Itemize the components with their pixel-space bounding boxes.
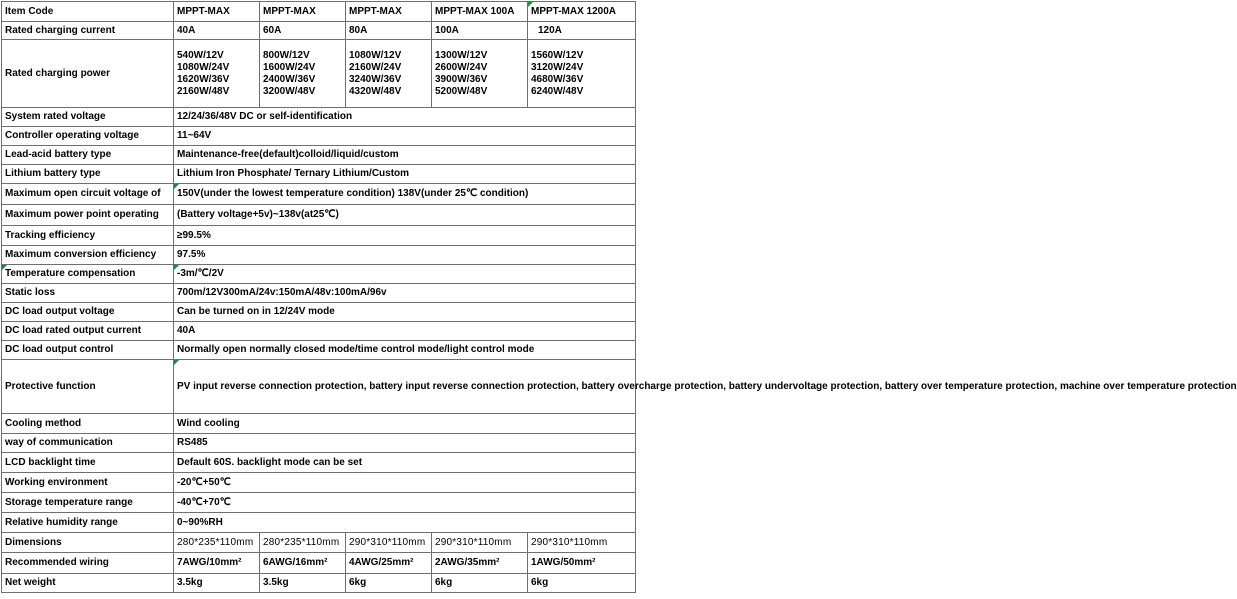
value-cell: 700m/12V300mA/24v:150mA/48v:100mA/96v — [174, 284, 636, 303]
power-line: 2160W/48V — [177, 85, 230, 97]
spec-row — [2, 146, 636, 165]
power-line: 1080W/24V — [177, 61, 230, 73]
power-line: 1300W/12V — [435, 49, 488, 61]
spec-row — [2, 265, 636, 284]
value-cell — [528, 40, 636, 108]
value-cell: 12/24/36/48V DC or self-identification — [174, 108, 636, 127]
value-cell: 1AWG/50mm² — [528, 553, 636, 574]
weight-row — [2, 574, 636, 593]
value-cell — [260, 40, 346, 108]
value-cell: Default 60S. backlight mode can be set — [174, 453, 636, 473]
row-label: Recommended wiring — [2, 553, 174, 574]
power-line: 5200W/48V — [435, 85, 488, 97]
value-cell: 290*310*110mm — [432, 533, 528, 553]
value-cell: 97.5% — [174, 246, 636, 265]
value-cell: (Battery voltage+5v)~138v(at25℃) — [174, 205, 636, 226]
power-line: 2600W/24V — [435, 61, 488, 73]
value-cell: 11~64V — [174, 127, 636, 146]
value-cell: 3.5kg — [174, 574, 260, 593]
power-line: 2400W/36V — [263, 73, 316, 85]
value-cell: 120A — [528, 22, 636, 40]
power-line: 540W/12V — [177, 49, 224, 61]
value-cell: 60A — [260, 22, 346, 40]
value-cell: Lithium Iron Phosphate/ Ternary Lithium/Custom — [174, 165, 636, 184]
row-label: Dimensions — [2, 533, 174, 553]
spec-row — [2, 303, 636, 322]
spec-row — [2, 246, 636, 265]
value-cell: 40A — [174, 22, 260, 40]
row-label: Rated charging power — [2, 40, 174, 108]
value-cell: RS485 — [174, 434, 636, 453]
row-label: DC load output control — [2, 341, 174, 360]
value-cell: Maintenance-free(default)colloid/liquid/custom — [174, 146, 636, 165]
spec-row — [2, 226, 636, 246]
value-cell: 290*310*110mm — [346, 533, 432, 553]
row-label: Maximum open circuit voltage of — [2, 184, 174, 205]
value-cell: PV input reverse connection protection, battery input reverse connection protection, battery overcharge protection, battery undervoltage protection, battery over temperature protection, machine over temperature protection — [174, 360, 636, 414]
value-cell: 6kg — [432, 574, 528, 593]
power-line: 1560W/12V — [531, 49, 584, 61]
value-cell: 0~90%RH — [174, 513, 636, 533]
row-label: Net weight — [2, 574, 174, 593]
value-cell: 290*310*110mm — [528, 533, 636, 553]
row-label: Lead-acid battery type — [2, 146, 174, 165]
value-cell: ≥99.5% — [174, 226, 636, 246]
row-label: Working environment — [2, 473, 174, 493]
model-header: MPPT-MAX — [174, 2, 260, 22]
dimensions-row — [2, 533, 636, 553]
rated-power-row — [2, 40, 636, 108]
spec-table — [1, 1, 1237, 593]
spec-row — [2, 127, 636, 146]
spec-row — [2, 184, 636, 205]
spec-row — [2, 341, 636, 360]
row-label: Controller operating voltage — [2, 127, 174, 146]
row-label: Lithium battery type — [2, 165, 174, 184]
spec-row — [2, 493, 636, 513]
value-cell: 280*235*110mm — [174, 533, 260, 553]
value-cell: Wind cooling — [174, 414, 636, 434]
row-label: Cooling method — [2, 414, 174, 434]
row-label: LCD backlight time — [2, 453, 174, 473]
spec-row — [2, 473, 636, 493]
row-label: Static loss — [2, 284, 174, 303]
row-label: Item Code — [2, 2, 174, 22]
value-cell: 7AWG/10mm² — [174, 553, 260, 574]
value-cell: 3.5kg — [260, 574, 346, 593]
value-cell — [174, 40, 260, 108]
power-line: 4680W/36V — [531, 73, 584, 85]
power-line: 1600W/24V — [263, 61, 316, 73]
spec-row — [2, 453, 636, 473]
row-label: Tracking efficiency — [2, 226, 174, 246]
row-label: Temperature compensation — [2, 265, 174, 284]
power-line: 800W/12V — [263, 49, 310, 61]
value-cell: Can be turned on in 12/24V mode — [174, 303, 636, 322]
value-cell: 100A — [432, 22, 528, 40]
row-label: Maximum power point operating — [2, 205, 174, 226]
value-cell: 6kg — [346, 574, 432, 593]
value-cell: -3m/℃/2V — [174, 265, 636, 284]
value-cell: 4AWG/25mm² — [346, 553, 432, 574]
value-cell: -40℃+70℃ — [174, 493, 636, 513]
model-header: MPPT-MAX 100A — [432, 2, 528, 22]
row-label: Relative humidity range — [2, 513, 174, 533]
spec-row — [2, 284, 636, 303]
model-header: MPPT-MAX 1200A — [528, 2, 636, 22]
spec-row — [2, 322, 636, 341]
spec-row — [2, 414, 636, 434]
value-cell — [432, 40, 528, 108]
value-cell — [346, 40, 432, 108]
row-label: Protective function — [2, 360, 174, 414]
spec-row — [2, 108, 636, 127]
power-line: 3900W/36V — [435, 73, 488, 85]
row-label: DC load rated output current — [2, 322, 174, 341]
header-row — [2, 2, 636, 22]
spec-row — [2, 165, 636, 184]
value-cell: -20℃+50℃ — [174, 473, 636, 493]
power-line: 2160W/24V — [349, 61, 402, 73]
rated-current-row — [2, 22, 636, 40]
value-cell: 40A — [174, 322, 636, 341]
wiring-row — [2, 553, 636, 574]
power-line: 6240W/48V — [531, 85, 584, 97]
value-cell: Normally open normally closed mode/time control mode/light control mode — [174, 341, 636, 360]
row-label: way of communication — [2, 434, 174, 453]
value-cell: 6kg — [528, 574, 636, 593]
row-label: Storage temperature range — [2, 493, 174, 513]
spec-row — [2, 205, 636, 226]
spec-row — [2, 360, 636, 414]
value-cell: 80A — [346, 22, 432, 40]
model-header: MPPT-MAX — [346, 2, 432, 22]
power-line: 4320W/48V — [349, 85, 402, 97]
value-cell: 6AWG/16mm² — [260, 553, 346, 574]
model-header: MPPT-MAX — [260, 2, 346, 22]
power-line: 3120W/24V — [531, 61, 584, 73]
row-label: DC load output voltage — [2, 303, 174, 322]
row-label: Maximum conversion efficiency — [2, 246, 174, 265]
power-line: 3240W/36V — [349, 73, 402, 85]
power-line: 3200W/48V — [263, 85, 316, 97]
value-cell: 150V(under the lowest temperature condition) 138V(under 25℃ condition) — [174, 184, 636, 205]
value-cell: 280*235*110mm — [260, 533, 346, 553]
power-line: 1620W/36V — [177, 73, 230, 85]
spec-row — [2, 434, 636, 453]
row-label: Rated charging current — [2, 22, 174, 40]
value-cell: 2AWG/35mm² — [432, 553, 528, 574]
power-line: 1080W/12V — [349, 49, 402, 61]
spec-row — [2, 513, 636, 533]
row-label: System rated voltage — [2, 108, 174, 127]
